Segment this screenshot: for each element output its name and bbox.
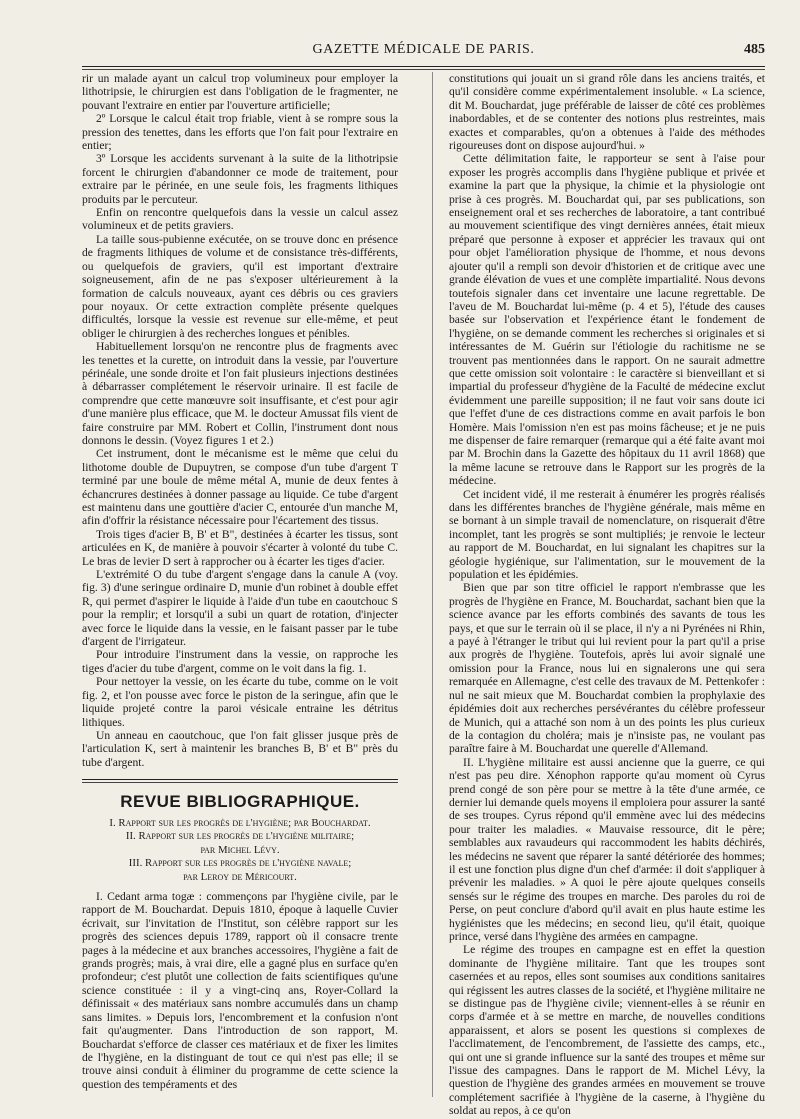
paragraph: Cet incident vidé, il me resterait à énumérer les progrès réalisés dans les différentes branches de l'hygiène générale, mais même en se bornant à un simple travail de nomenclature, on risquerait d'être incomplet, tant les progrès se sont multipliés; je renvoie le lecteur au rapport de M. Bouchardat, en lui signalant les chapitres sur la géologie hygiénique, sur l'alimentation, sur le mouvement de la population et les épidémies. xyxy=(449,487,765,582)
right-column xyxy=(449,72,765,1118)
paragraph: Habituellement lorsqu'on ne rencontre plus de fragments avec les tenettes et la curette, on introduit dans la vessie, par l'ouverture périnéale, une sonde droite et l'on fait plusieurs injections destinées à débarrasser complétement le réservoir urinaire. Il est facile de comprendre que cette manœuvre soit insuffisante, et c'est pour agir d'une manière plus efficace, que M. le docteur Amussat fils vient de faire construire par MM. Robert et Collin, l'instrument dont nous donnons le dessin. (Voyez figures 1 et 2.) xyxy=(82,340,398,447)
report-title: III. Rapport sur les progrès de l'hygiène navale; xyxy=(128,857,352,870)
paragraph: Enfin on rencontre quelquefois dans la vessie un calcul assez volumineux et de petits graviers. xyxy=(82,206,398,233)
review-heading: REVUE BIBLIOGRAPHIQUE. xyxy=(120,792,360,812)
paragraph: constitutions qui jouait un si grand rôle dans les anciens traités, et qu'il considère comme expérimentalement insoluble. « La science, dit M. Bouchardat, juge préférable de laisser de côté ces problèmes inabordables, et de se contenter des notions plus restreintes, mais exactes et comparables, qu'on a obtenues à l'aide des méthodes rigoureuses dont on dispose aujourd'hui. » xyxy=(449,72,765,153)
paragraph: Pour introduire l'instrument dans la vessie, on rapproche les tiges d'acier du tube d'argent, comme on le voit dans la fig. 1. xyxy=(82,648,398,675)
review-paragraph: I. Cedant arma togæ : commençons par l'hygiène civile, par le rapport de M. Bouchardat. Depuis 1810, époque à laquelle Cuvier écrivait, sur l'invitation de l'Institut, son célèbre rapport sur les progrès des sciences depuis 1789, rapport où il consacre trente pages à la médecine et aux branches accessoires, l'hygiène a fait de grands progrès; mais, à vrai dire, elle a gagné plus en surface qu'en profondeur; c'est plutôt une collection de faits scientifiques qu'une science constituée : il y a vingt-cinq ans, Royer-Collard la définissait « des matériaux sans nombre accumulés dans un champ sans limites. » Depuis lors, l'encombrement et la confusion n'ont fait qu'augmenter. Dans l'introduction de son rapport, M. Bouchardat s'efforce de classer ces matériaux et de fixer les limites de l'hygiène, en la distinguant de tout ce qui n'est pas elle; il se trouve ainsi conduit à éliminer du programme de cette science la question des tempéraments et des xyxy=(82,890,398,1091)
column-divider xyxy=(432,72,433,1097)
report-title: I. Rapport sur les progrès de l'hygiène; par Bouchardat. xyxy=(109,816,371,829)
paragraph: 3º Lorsque les accidents survenant à la suite de la lithotripsie forcent le chirurgien d'abandonner ce mode de traitement, pour extraire par le périnée, en une seule fois, les fragments lithiques produits par le percuteur. xyxy=(82,152,398,206)
left-column xyxy=(82,72,398,1091)
paragraph: Cet instrument, dont le mécanisme est le même que celui du lithotome double de Dupuytren, se compose d'un tube d'argent T terminé par une boule de même métal A, munie de deux fentes à échancrures destinées à donner passage au liquide. Ce tube d'argent est maintenu dans une gouttière d'acier C, entourée d'un manche M, afin d'offrir la résistance nécessaire pour l'écartement des tissus. xyxy=(82,447,398,528)
paragraph: Bien que par son titre officiel le rapport n'embrasse que les progrès de l'hygiène en France, M. Bouchardat, sachant bien que la science avance par les efforts combinés des savants de tous les pays, et que sur le terrain où il se place, il n'y a ni Pyrénées ni Rhin, a payé à l'étranger le tribut qui lui revient pour la part qu'il a prise aux progrès de l'hygiène. Toutefois, après lui avoir signalé une omission pour la France, nous lui en signalerons une qui sera remarquée en Allemagne, c'est celle des travaux de M. Pettenkofer : nul ne sait mieux que M. Bouchardat combien la prophylaxie des épidémies doit aux recherches persévérantes du célèbre professeur de Munich, qui a attaché son nom à un des points les plus curieux de la contagion du choléra; mais je n'insiste pas, ne voulant pas paraître faire à M. Bouchardat une querelle d'Allemand. xyxy=(449,581,765,756)
paragraph: Cette délimitation faite, le rapporteur se sent à l'aise pour exposer les progrès accomplis dans l'hygiène publique et privée et examine la part que la physique, la chimie et la physiologie ont prise à ces progrès. M. Bouchardat qui, par ses publications, son enseignement oral et ses recherches de laboratoire, a tant contribué au mouvement scientifique des vingt dernières années, était mieux préparé que personne à exposer et apprécier les travaux qui ont pour objet l'amélioration physique de l'homme, et nous devons ajouter qu'il a rempli son devoir d'historien et de critique avec une grande élévation de vues et une complète impartialité. Nous devons toutefois signaler dans cet inventaire une lacune regrettable. De l'aveu de M. Bouchardat lui-même (p. 4 et 5), l'étude des causes basée sur l'observation et l'expérience étant le fondement de l'hygiène, on se demande comment les recherches si originales et si intéressantes de M. Guérin sur l'étiologie du rachitisme ne se trouvent pas mentionnées dans le rapport. On ne saurait admettre que cette omission soit volontaire : le caractère si bienveillant et si impartial du professeur d'hygiène de la Faculté de médecine exclut évidemment une pareille supposition; il ne faut voir sans doute ici que l'effet d'une de ces distractions comme en avait parfois le bon Homère. Mais l'omission n'en est pas moins fâcheuse; et je ne puis me dispenser de faire remarquer (remarque qui a été faite avant moi par M. Brochin dans la Gazette des hôpitaux du 11 avril 1868) que la même lacune se retrouve dans le Rapport sur les progrès de la médecine. xyxy=(449,152,765,488)
paragraph: Un anneau en caoutchouc, que l'on fait glisser jusque près de l'articulation K, sert à maintenir les branches B, B' et B" près du tube d'argent. xyxy=(82,728,398,769)
report-author: par Leroy de Méricourt. xyxy=(183,870,297,883)
paragraph: Le régime des troupes en campagne est en effet la question dominante de l'hygiène militaire. Tant que les troupes sont casernées et au repos, elles sont soumises aux conditions sanitaires qui régissent les autres classes de la société, et l'hygiène militaire ne se distingue pas de l'hygiène civile; viennent-elles à se réunir en corps d'armée et à se mettre en marche, de nouvelles conditions apparaissent, et alors se posent les questions si complexes de l'acclimatement, de l'encombrement, de l'assiette des camps, etc., qui ont une si grande influence sur la santé des troupes et même sur l'issue des campagnes. Dans le rapport de M. Michel Lévy, la question de l'hygiène des grandes armées en mouvement se trouve complétement sacrifiée à l'hygiène de la caserne, à l'hygiène du soldat au repos, à ce qu'on xyxy=(449,943,765,1118)
header-rule xyxy=(82,66,765,70)
report-title: II. Rapport sur les progrès de l'hygiène militaire; xyxy=(125,830,355,843)
paragraph: L'extrémité O du tube d'argent s'engage dans la canule A (voy. fig. 3) d'une seringue ordinaire D, munie d'un robinet à double effet R, qui permet d'aspirer le liquide à l'aide d'un tube en caoutchouc S pour la remplir; et lorsqu'il a subi un quart de rotation, d'injecter avec force le liquide dans la vessie, en le faisant passer par le tube d'argent de l'irrigateur. xyxy=(82,568,398,649)
paragraph: Trois tiges d'acier B, B' et B", destinées à écarter les tissus, sont articulées en K, de manière à pouvoir s'écarter à volonté du tube C. Le bras de levier D sert à rapprocher ou à écarter les tiges d'acier. xyxy=(82,527,398,568)
report-author: par Michel Lévy. xyxy=(200,843,280,856)
report-list xyxy=(82,817,398,885)
paragraph: rir un malade ayant un calcul trop volumineux pour employer la lithotripsie, le chirurgien est dans l'obligation de le fragmenter, ne pouvant l'extraire en entier par l'ouverture artificielle; xyxy=(82,72,398,112)
journal-title: GAZETTE MÉDICALE DE PARIS. xyxy=(312,42,535,57)
paragraph: Pour nettoyer la vessie, on les écarte du tube, comme on le voit fig. 2, et l'on pousse avec force le piston de la seringue, afin que le liquide projeté contre la paroi vésicale entraine les détritus lithiques. xyxy=(82,675,398,729)
page-number: 485 xyxy=(744,42,765,57)
page-header xyxy=(82,38,765,64)
paragraph: La taille sous-pubienne exécutée, on se trouve donc en présence de fragments lithiques de volume et de consistance très-différents, ou quelquefois de graviers, qu'il est important d'extraire soigneusement, afin de ne pas s'exposer ultérieurement à la formation de calculs nouveaux, ayant ces débris ou ces graviers pour noyaux. Or cette extraction complète présente quelques difficultés, lorsque la vessie est revenue sur elle-même, et peut obliger le chirurgien à des recherches longues et pénibles. xyxy=(82,232,398,340)
paragraph: 2º Lorsque le calcul était trop friable, vient à se rompre sous la pression des tenettes, dans les efforts que l'on fait pour l'extraire en entier; xyxy=(82,112,398,153)
section-rule xyxy=(82,779,398,783)
paragraph: II. L'hygiène militaire est aussi ancienne que la guerre, ce qui n'est pas peu dire. Xénophon rapporte qu'au moment où Cyrus prend congé de son père pour se mettre à la tête d'une armée, ce dernier lui demande quels moyens il emploiera pour assurer la santé de ses troupes. Cyrus répond qu'il emmène avec lui des médecins pour traiter les maladies. « Mauvaise ressource, dit le père; semblables aux ravaudeurs qui raccommodent les habits déchirés, les médecins ne savent que réparer la santé détériorée des hommes; il est une fonction plus digne d'un chef d'armée: il doit s'appliquer à prévenir les maladies. » A quoi le père ajoute quelques conseils sensés sur le régime des troupes en marche. Des paroles du roi de Perse, on peut conclure d'abord qu'il avait en plus haute estime les hygiénistes que les médecins; en second lieu, qu'il était, quoique prince, versé dans l'hygiène des armées en campagne. xyxy=(449,755,765,943)
